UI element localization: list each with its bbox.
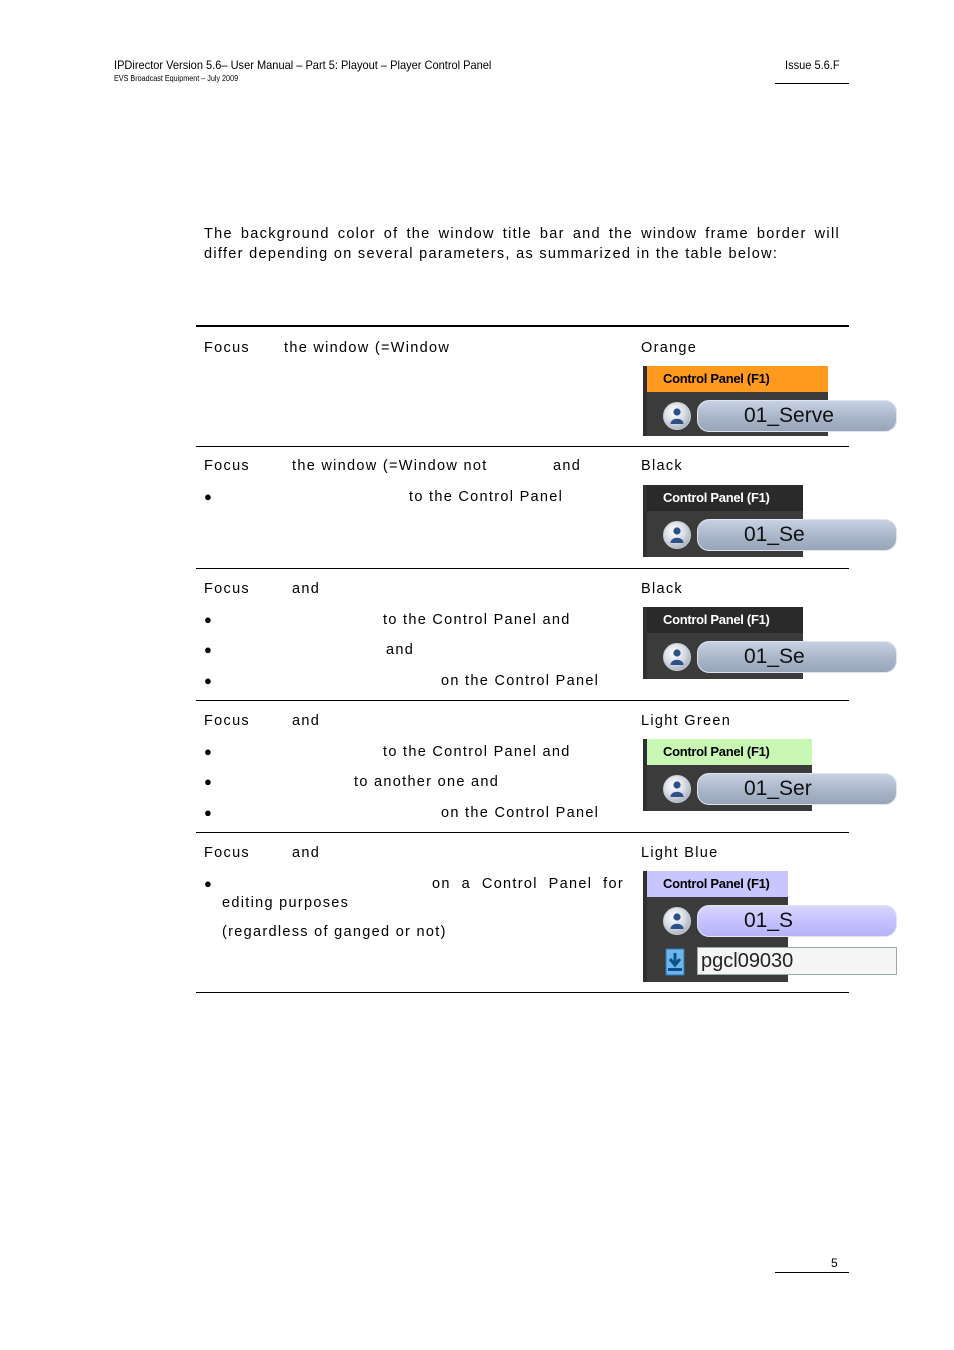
row-label-focus: Focus xyxy=(204,713,250,729)
header-title: IPDirector Version 5.6– User Manual – Part 5: Playout – Player Control Panel xyxy=(114,58,492,72)
row-label-focus: Focus xyxy=(204,458,250,474)
control-panel-thumbnail xyxy=(643,607,803,679)
bullet-text: to the Control Panel and xyxy=(383,612,571,628)
control-panel-thumbnail xyxy=(643,366,834,436)
row-note: (regardless of ganged or not) xyxy=(222,924,447,940)
table-row-divider xyxy=(196,446,849,447)
control-panel-thumbnail xyxy=(643,485,803,557)
row-conjunction: and xyxy=(553,458,582,474)
server-field: 01_Se xyxy=(697,519,897,551)
bullet-text: and xyxy=(386,642,415,658)
user-icon xyxy=(663,907,691,935)
row-label-focus: Focus xyxy=(204,340,250,356)
bullet-text: to another one and xyxy=(354,774,500,790)
user-icon xyxy=(663,643,691,671)
footer-rule xyxy=(775,1272,849,1273)
control-panel-title-bar: Control Panel (F1) xyxy=(647,871,788,897)
row-condition: the window (=Window xyxy=(284,340,451,356)
header-rule xyxy=(775,83,849,84)
intro-paragraph: The background color of the window title bar and the window frame border will differ depending on several parameters, as summarized in the table below: xyxy=(204,226,840,262)
clip-name-field: pgcl09030 xyxy=(697,947,897,975)
row-condition: and xyxy=(292,581,321,597)
control-panel-title-bar: Control Panel (F1) xyxy=(647,485,803,511)
server-field: 01_Se xyxy=(697,641,897,673)
control-panel-thumbnail xyxy=(643,739,812,811)
header-subtitle: EVS Broadcast Equipment – July 2009 xyxy=(114,74,239,83)
table-row-divider xyxy=(196,700,849,701)
bullet-text: to the Control Panel xyxy=(409,489,564,505)
bullet-marker: ● xyxy=(204,489,212,504)
table-top-rule xyxy=(196,325,849,327)
row-color-name: Light Blue xyxy=(641,845,719,861)
server-field: 01_S xyxy=(697,905,897,937)
bullet-marker: ● xyxy=(204,612,212,627)
bullet-marker: ● xyxy=(204,876,212,891)
bullet-text: on the Control Panel xyxy=(441,673,600,689)
row-color-name: Light Green xyxy=(641,713,732,729)
user-icon xyxy=(663,402,691,430)
row-condition: the window (=Window not xyxy=(292,458,488,474)
table-bottom-rule xyxy=(196,992,849,993)
row-color-name: Orange xyxy=(641,340,698,356)
server-field: 01_Serve xyxy=(697,400,897,432)
row-condition: and xyxy=(292,845,321,861)
server-field: 01_Ser xyxy=(697,773,897,805)
table-row-divider xyxy=(196,568,849,569)
bullet-text: on a Control Panel for editing purposes xyxy=(222,876,624,911)
user-icon xyxy=(663,521,691,549)
bullet-marker: ● xyxy=(204,805,212,820)
row-condition: and xyxy=(292,713,321,729)
table-row-divider xyxy=(196,832,849,833)
user-icon xyxy=(663,775,691,803)
bullet-text: on the Control Panel xyxy=(441,805,600,821)
bullet-marker: ● xyxy=(204,673,212,688)
header-issue: Issue 5.6.F xyxy=(785,58,840,72)
row-color-name: Black xyxy=(641,458,683,474)
bullet-text: to the Control Panel and xyxy=(383,744,571,760)
control-panel-thumbnail xyxy=(643,871,794,982)
row-label-focus: Focus xyxy=(204,581,250,597)
row-label-focus: Focus xyxy=(204,845,250,861)
bullet-marker: ● xyxy=(204,744,212,759)
page-number: 5 xyxy=(831,1256,838,1270)
row-color-name: Black xyxy=(641,581,683,597)
bullet-marker: ● xyxy=(204,642,212,657)
download-icon xyxy=(663,947,689,977)
control-panel-title-bar: Control Panel (F1) xyxy=(647,366,828,392)
control-panel-title-bar: Control Panel (F1) xyxy=(647,739,812,765)
control-panel-title-bar: Control Panel (F1) xyxy=(647,607,803,633)
bullet-marker: ● xyxy=(204,774,212,789)
